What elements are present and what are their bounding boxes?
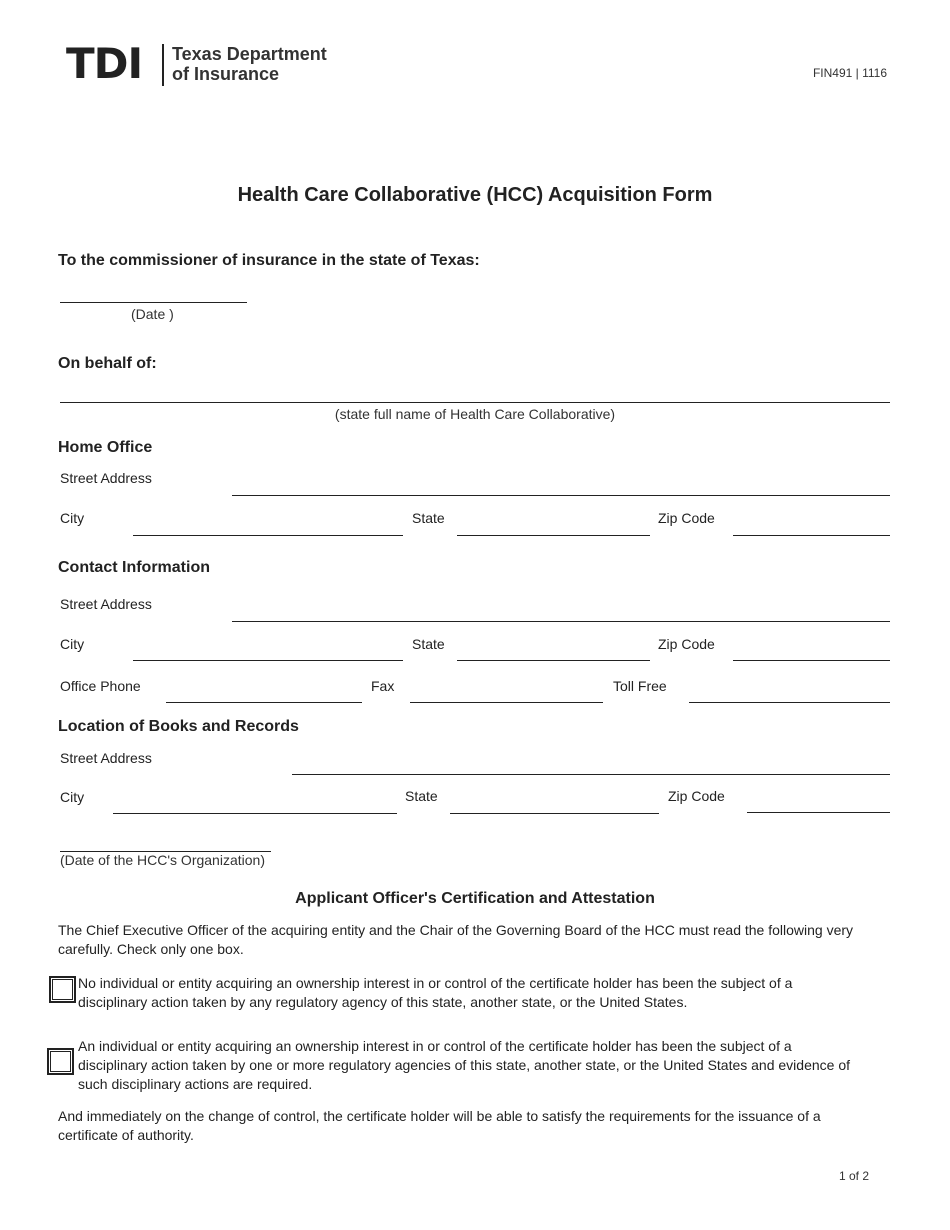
org-date-caption: (Date of the HCC's Organization) — [60, 852, 265, 868]
certification-intro — [58, 921, 853, 959]
office-phone-label: Office Phone — [60, 678, 141, 694]
fax-field[interactable] — [410, 702, 603, 703]
toll-free-label: Toll Free — [613, 678, 667, 694]
home-state-label: State — [412, 510, 445, 526]
contact-city-label: City — [60, 636, 85, 652]
form-number: FIN491 | 1116 — [812, 66, 887, 80]
contact-city-field[interactable] — [133, 660, 403, 661]
books-zip-field[interactable] — [747, 812, 890, 813]
option-1-checkbox[interactable] — [49, 976, 76, 1003]
contact-street-field[interactable] — [232, 621, 890, 622]
books-city-field[interactable] — [113, 813, 397, 814]
date-field[interactable] — [60, 302, 247, 303]
option-2-checkbox[interactable] — [47, 1048, 74, 1075]
contact-state-label: State — [412, 636, 445, 652]
tdi-logo-name — [172, 44, 327, 84]
home-zip-field[interactable] — [733, 535, 890, 536]
home-city-field[interactable] — [133, 535, 403, 536]
option-2-line-2: disciplinary action taken by one or more regulatory agencies of this state, another state, or the United States and evidence of — [78, 1057, 851, 1073]
logo-line-1: Texas Department — [172, 44, 327, 64]
logo-divider — [162, 44, 164, 86]
logo-line-2: of Insurance — [172, 64, 280, 84]
option-1-text — [78, 974, 792, 1012]
closing-line-1: And immediately on the change of control, the certificate holder will be able to satisfy the requirements for the issuance of a — [58, 1108, 821, 1124]
option-1-line-2: disciplinary action taken by any regulatory agency of this state, another state, or the United States. — [78, 994, 688, 1010]
home-street-field[interactable] — [232, 495, 890, 496]
date-caption: (Date ) — [131, 306, 174, 322]
contact-zip-field[interactable] — [733, 660, 890, 661]
books-zip-label: Zip Code — [668, 788, 725, 804]
home-zip-label: Zip Code — [658, 510, 715, 526]
intro-line-2: carefully. Check only one box. — [58, 941, 244, 957]
toll-free-field[interactable] — [689, 702, 890, 703]
option-2-line-1: An individual or entity acquiring an ownership interest in or control of the certificate holder has been the subject of a — [78, 1038, 792, 1054]
home-street-label: Street Address — [60, 470, 152, 486]
contact-zip-label: Zip Code — [658, 636, 715, 652]
books-street-label: Street Address — [60, 750, 152, 766]
books-city-label: City — [60, 789, 85, 805]
hcc-name-caption: (state full name of Health Care Collaborative) — [334, 406, 616, 422]
hcc-name-field[interactable] — [60, 402, 890, 403]
office-phone-field[interactable] — [166, 702, 362, 703]
page-number: 1 of 2 — [839, 1169, 870, 1183]
option-2-text — [78, 1037, 850, 1094]
option-2-line-3: such disciplinary actions are required. — [78, 1076, 313, 1092]
closing-line-2: certificate of authority. — [58, 1127, 194, 1143]
contact-heading: Contact Information — [58, 559, 210, 576]
tdi-logo-mark: TDI — [66, 39, 143, 88]
addressee-heading: To the commissioner of insurance in the state of Texas: — [58, 252, 480, 269]
contact-street-label: Street Address — [60, 596, 152, 612]
home-office-heading: Home Office — [58, 439, 153, 456]
home-state-field[interactable] — [457, 535, 650, 536]
books-state-label: State — [405, 788, 438, 804]
fax-label: Fax — [371, 678, 395, 694]
closing-statement — [58, 1107, 821, 1145]
home-city-label: City — [60, 510, 85, 526]
on-behalf-heading: On behalf of: — [58, 355, 157, 372]
books-street-field[interactable] — [292, 774, 890, 775]
certification-heading: Applicant Officer's Certification and Attestation — [295, 890, 655, 907]
intro-line-1: The Chief Executive Officer of the acquiring entity and the Chair of the Governing Board of the HCC must read the following very — [58, 922, 854, 938]
option-1-line-1: No individual or entity acquiring an ownership interest in or control of the certificate holder has been the subject of a — [78, 975, 793, 991]
books-state-field[interactable] — [450, 813, 659, 814]
contact-state-field[interactable] — [457, 660, 650, 661]
books-heading: Location of Books and Records — [58, 718, 299, 735]
form-title: Health Care Collaborative (HCC) Acquisition Form — [237, 184, 713, 206]
